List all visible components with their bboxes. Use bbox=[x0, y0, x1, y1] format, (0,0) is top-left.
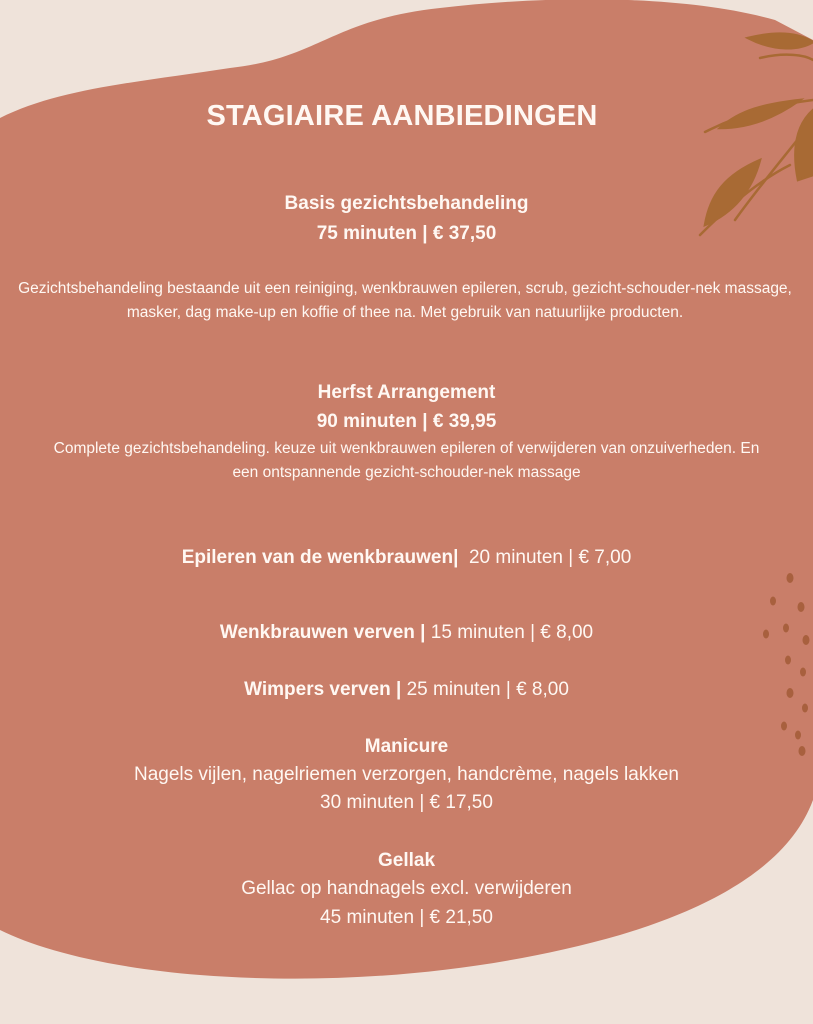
offer-wimpers-verven bbox=[0, 677, 813, 703]
offer-name: Wimpers verven | bbox=[244, 679, 402, 700]
offer-name: Epileren van de wenkbrauwen| bbox=[181, 547, 459, 568]
offer-epileren bbox=[0, 545, 813, 571]
offer-duration-price: 45 minuten | € 21,50 bbox=[320, 907, 493, 928]
offer-description: Gezichtsbehandeling bestaande uit een reiniging, wenkbrauwen epileren, scrub, gezicht-schouder-nek massage, masker, dag make-up en koffie of thee na. Met gebruik van natuurlijke producten. bbox=[18, 280, 792, 321]
offer-duration-price: 30 minuten | € 17,50 bbox=[320, 792, 493, 813]
offer-duration-price: 75 minuten | € 37,50 bbox=[316, 223, 497, 244]
offer-duration-price: 25 minuten | € 8,00 bbox=[406, 679, 569, 700]
page-title: STAGIAIRE AANBIEDINGEN bbox=[206, 100, 598, 132]
offer-description: Complete gezichtsbehandeling. keuze uit wenkbrauwen epileren of verwijderen van onzuiverheden. En een ontspannende gezicht-schouder-nek massage bbox=[53, 440, 760, 481]
offer-name: Wenkbrauwen verven | bbox=[219, 622, 426, 643]
offer-name: Gellak bbox=[377, 850, 436, 871]
offer-description: Nagels vijlen, nagelriemen verzorgen, handcrème, nagels lakken bbox=[134, 764, 679, 785]
offer-duration-price: 20 minuten | € 7,00 bbox=[468, 547, 632, 568]
offer-name: Manicure bbox=[364, 736, 449, 757]
offer-duration-price: 15 minuten | € 8,00 bbox=[430, 622, 594, 643]
offer-wenkbrauwen-verven bbox=[0, 620, 813, 646]
offer-duration-price: 90 minuten | € 39,95 bbox=[316, 411, 497, 432]
offer-name: Herfst Arrangement bbox=[317, 382, 496, 403]
offer-name: Basis gezichtsbehandeling bbox=[284, 193, 529, 214]
offer-description: Gellac op handnagels excl. verwijderen bbox=[241, 878, 572, 899]
